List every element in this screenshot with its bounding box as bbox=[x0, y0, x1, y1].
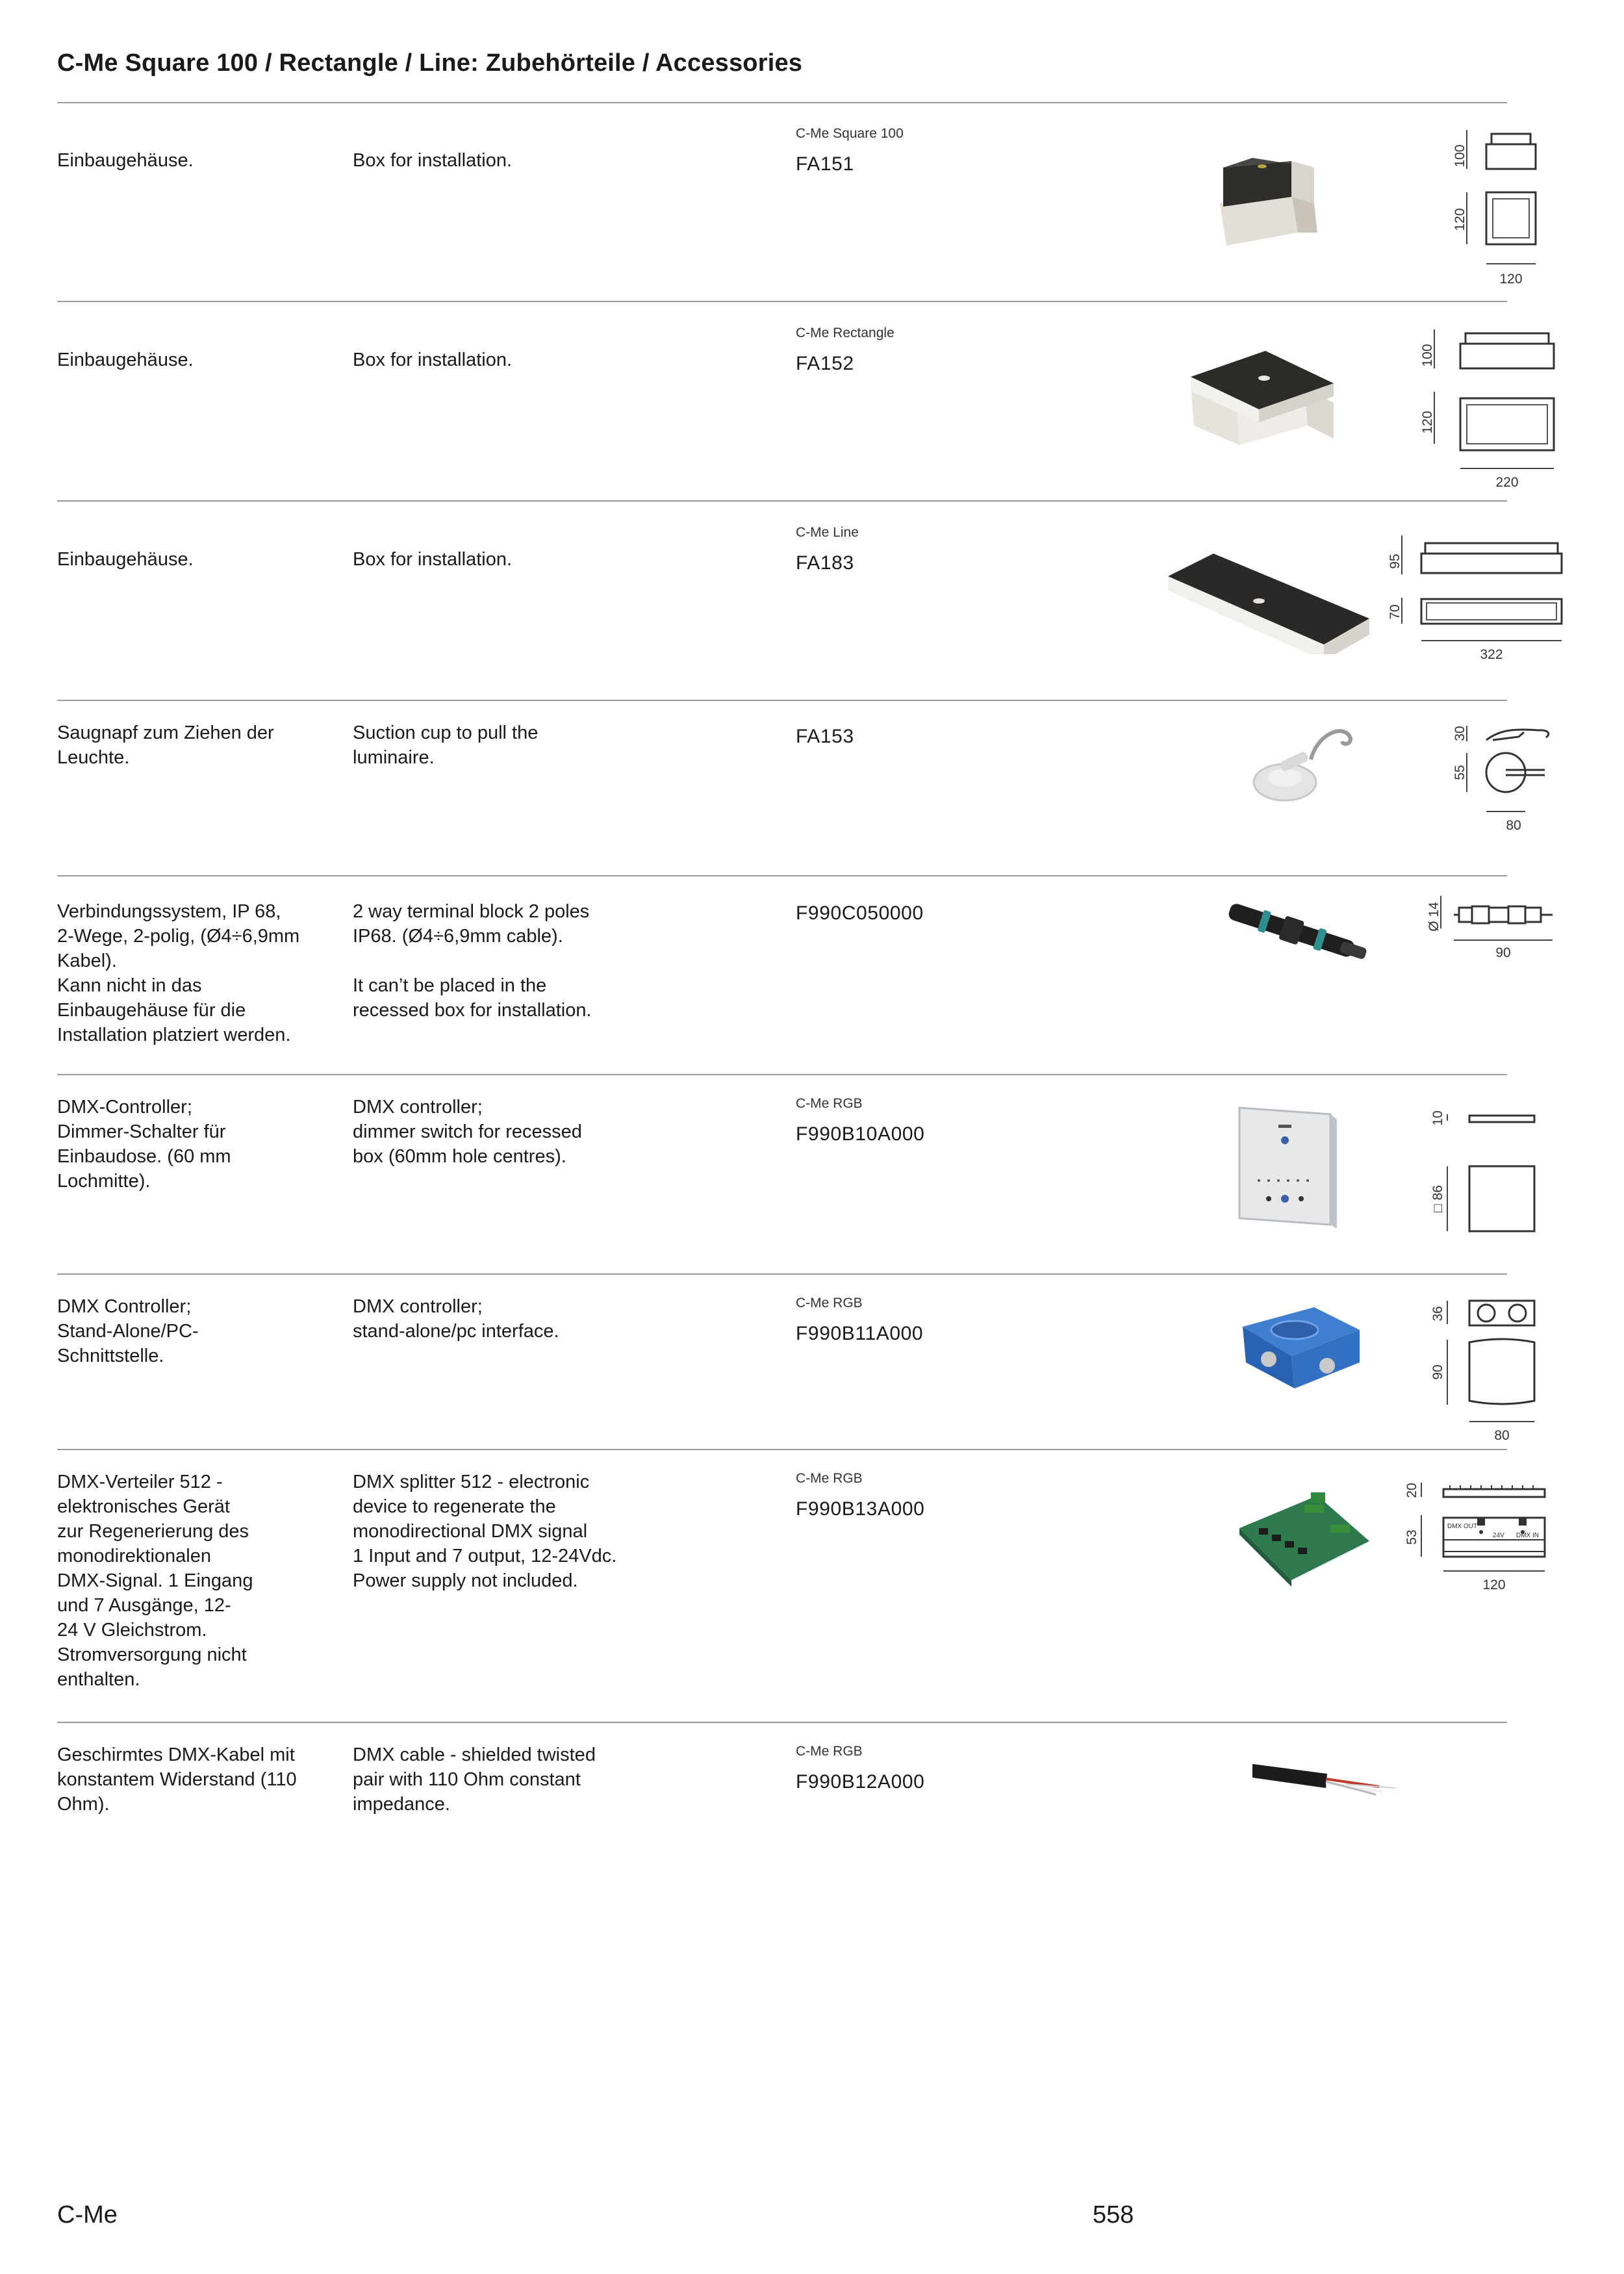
accessory-row-fa151 bbox=[57, 103, 1523, 302]
dmx-cable-photo bbox=[1249, 1754, 1405, 1806]
description-en: Box for installation. bbox=[353, 150, 513, 171]
dim-diameter: Ø 14 bbox=[1427, 902, 1441, 932]
dim-depth: 120 bbox=[1420, 411, 1435, 434]
accessory-row-f990b10a000 bbox=[57, 1075, 1507, 1275]
box-rectangle-drawing bbox=[1408, 315, 1564, 491]
box-square-photo bbox=[1194, 142, 1337, 252]
series-label: C-Me RGB bbox=[796, 1471, 863, 1486]
dmx-wall-controller-photo bbox=[1233, 1101, 1343, 1231]
dim-height: 20 bbox=[1404, 1483, 1419, 1498]
accessory-row-f990b13a000 bbox=[57, 1450, 1539, 1723]
description-de: Einbaugehäuse. bbox=[57, 549, 194, 570]
dim-width: 220 bbox=[1495, 475, 1519, 490]
dmx-splitter-board-drawing bbox=[1395, 1470, 1564, 1626]
dim-depth: 53 bbox=[1404, 1529, 1419, 1545]
accessory-row-fa152 bbox=[57, 302, 1519, 502]
description-de: Saugnapf zum Ziehen der Leuchte. bbox=[57, 722, 274, 768]
box-line-photo bbox=[1161, 531, 1376, 654]
accessory-row-fa153 bbox=[57, 701, 1521, 876]
series-label: C-Me Line bbox=[796, 525, 859, 540]
box-line-drawing bbox=[1376, 521, 1571, 683]
box-rectangle-photo bbox=[1174, 331, 1369, 461]
page-number: 558 bbox=[1093, 2201, 1134, 2229]
series-label: C-Me Square 100 bbox=[796, 126, 904, 141]
page-title: C-Me Square 100 / Rectangle / Line: Zubehörteile / Accessories bbox=[57, 49, 803, 77]
dim-depth: 70 bbox=[1388, 604, 1402, 620]
dmx-out-label: DMX OUT bbox=[1447, 1523, 1478, 1530]
suction-cup-drawing bbox=[1441, 714, 1571, 870]
dmx-wall-controller-drawing bbox=[1421, 1101, 1564, 1251]
description-de: Verbindungssystem, IP 68, 2-Wege, 2-polig, (Ø4÷6,9mm Kabel). Kann nicht in das Einbaugehäuse für die Installation platziert werden. bbox=[57, 901, 300, 1045]
dim-width: 90 bbox=[1495, 945, 1511, 960]
dim-height: 36 bbox=[1430, 1306, 1445, 1322]
description-en: DMX splitter 512 - electronic device to regenerate the monodirectional DMX signal 1 Input and 7 output, 12-24Vdc. Power supply not included. bbox=[353, 1472, 617, 1591]
description-en: Suction cup to pull the luminaire. bbox=[353, 722, 539, 768]
article-code: F990B13A000 bbox=[796, 1498, 925, 1520]
dim-side: □ 86 bbox=[1430, 1185, 1445, 1212]
box-square-drawing bbox=[1441, 116, 1571, 291]
article-code: FA153 bbox=[796, 726, 854, 747]
dim-depth: 90 bbox=[1430, 1364, 1445, 1380]
dmx-in-label: DMX IN bbox=[1516, 1532, 1539, 1539]
series-label: C-Me Rectangle bbox=[796, 326, 894, 340]
description-en: DMX controller; stand-alone/pc interface. bbox=[353, 1296, 559, 1342]
accessory-row-f990c050000 bbox=[57, 876, 1511, 1075]
description-de: Einbaugehäuse. bbox=[57, 150, 194, 171]
terminal-block-drawing bbox=[1415, 889, 1571, 967]
series-label: C-Me RGB bbox=[796, 1296, 863, 1310]
description-de: DMX-Verteiler 512 - elektronisches Gerät zur Regenerierung des monodirektionalen DMX-Signal. 1 Eingang und 7 Ausgänge, 12- 24 V Gleichstrom. Stromversorgung nicht enthalten. bbox=[57, 1472, 253, 1690]
accessory-row-f990b11a000 bbox=[57, 1275, 1510, 1450]
dim-height: 30 bbox=[1453, 726, 1467, 741]
dim-width: 80 bbox=[1494, 1428, 1510, 1443]
dim-depth: 55 bbox=[1453, 765, 1467, 780]
description-en: DMX cable - shielded twisted pair with 110 Ohm constant impedance. bbox=[353, 1744, 596, 1815]
description-en: Box for installation. bbox=[353, 350, 513, 370]
article-code: F990B10A000 bbox=[796, 1123, 925, 1145]
description-de: DMX Controller; Stand-Alone/PC- Schnittstelle. bbox=[57, 1296, 199, 1366]
dim-depth: 120 bbox=[1453, 208, 1467, 231]
description-de: Einbaugehäuse. bbox=[57, 350, 194, 370]
dim-height: 100 bbox=[1453, 144, 1467, 168]
article-code: FA152 bbox=[796, 353, 854, 374]
description-en: 2 way terminal block 2 poles IP68. (Ø4÷6,9mm cable). It can’t be placed in the recessed box for installation. bbox=[353, 901, 592, 1021]
suction-cup-photo bbox=[1246, 721, 1363, 811]
dim-width: 80 bbox=[1506, 818, 1521, 833]
dim-height: 95 bbox=[1388, 554, 1402, 569]
article-code: FA183 bbox=[796, 552, 854, 574]
series-label: C-Me RGB bbox=[796, 1744, 863, 1759]
article-code: F990B11A000 bbox=[796, 1323, 924, 1344]
dim-height: 100 bbox=[1420, 344, 1435, 367]
terminal-block-photo bbox=[1220, 893, 1376, 971]
series-label: C-Me RGB bbox=[796, 1096, 863, 1111]
dim-height: 10 bbox=[1430, 1110, 1445, 1126]
description-de: DMX-Controller; Dimmer-Schalter für Einbaudose. (60 mm Lochmitte). bbox=[57, 1097, 231, 1192]
dim-width: 120 bbox=[1499, 272, 1523, 287]
dmx-usb-interface-drawing bbox=[1421, 1288, 1564, 1444]
article-code: F990B12A000 bbox=[796, 1771, 925, 1793]
dmx-splitter-board-photo bbox=[1233, 1489, 1376, 1600]
description-en: DMX controller; dimmer switch for recessed box (60mm hole centres). bbox=[353, 1097, 582, 1167]
description-de: Geschirmtes DMX-Kabel mit konstantem Widerstand (110 Ohm). bbox=[57, 1744, 297, 1815]
24v-label: 24V bbox=[1493, 1532, 1504, 1539]
dmx-usb-interface-photo bbox=[1230, 1294, 1373, 1398]
accessory-row-fa183 bbox=[57, 502, 1507, 701]
article-code: F990C050000 bbox=[796, 902, 924, 924]
dim-width: 120 bbox=[1482, 1578, 1506, 1592]
dim-width: 322 bbox=[1480, 647, 1503, 662]
footer-brand: C-Me bbox=[57, 2201, 118, 2229]
article-code: FA151 bbox=[796, 153, 854, 175]
description-en: Box for installation. bbox=[353, 549, 513, 570]
accessory-row-f990b12a000 bbox=[57, 1723, 1507, 1853]
